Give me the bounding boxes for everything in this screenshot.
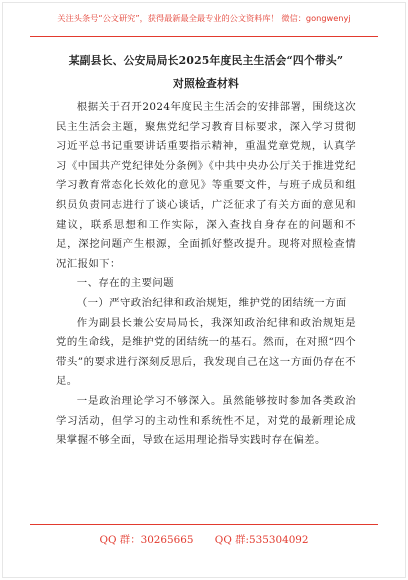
- intro-paragraph: 根据关于召开2024年度民主生活会的安排部署，围绕这次民主生活会主题，聚焦党纪学习教育目标要求，深入学习贯彻习近平总书记重要讲话重要指示精神，重温党章党规，认真学习《中国共产党纪律处分条例》《中共中央办公厅关于推进党纪学习教育常态化长效化的意见》等重要文件，与班子成员和组织员负责同志进行了谈心谈话，广泛征求了有关方面的意见和建议，联系思想和工作实际，深入查找自身存在的问题和不足，深挖问题产生根源，全面抓好整改提升。现将对照检查情况汇报如下：: [56, 101, 356, 270]
- footer-rule: [30, 524, 378, 525]
- footer-qq-group-1: QQ 群：30265665: [99, 534, 194, 546]
- body-paragraph: 作为副县长兼公安局局长，我深知政治纪律和政治规矩是党的生命线，是维护党的团结统一的基石。然而，在对照“四个带头”的要求进行深刻反思后，我发现自己在这一方面仍存在不足。: [56, 316, 356, 388]
- section-heading: 一、存在的主要问题: [76, 277, 174, 290]
- footer: [0, 531, 408, 546]
- body-paragraph: 一是政治理论学习不够深入。虽然能够按时参加各类政治学习活动，但学习的主动性和系统性不足，对党的最新理论成果掌握不够全面，导致在运用理论指导实践时存在偏差。: [56, 394, 356, 447]
- footer-qq-group-2: QQ 群:535304092: [214, 534, 309, 546]
- document-title: 某副县长、公安局局长2025年度民主生活会“四个带头”: [68, 54, 344, 67]
- header-banner: 关注头条号“公文研究”，获得最新最全最专业的公文资料库！ 微信：gongwenyj: [57, 13, 351, 23]
- subsection-heading: （一）严守政治纪律和政治规矩，维护党的团结统一方面: [76, 296, 347, 309]
- header-rule: [30, 36, 378, 37]
- document-body: [56, 46, 356, 451]
- document-title-line2: 对照检查材料: [173, 77, 239, 90]
